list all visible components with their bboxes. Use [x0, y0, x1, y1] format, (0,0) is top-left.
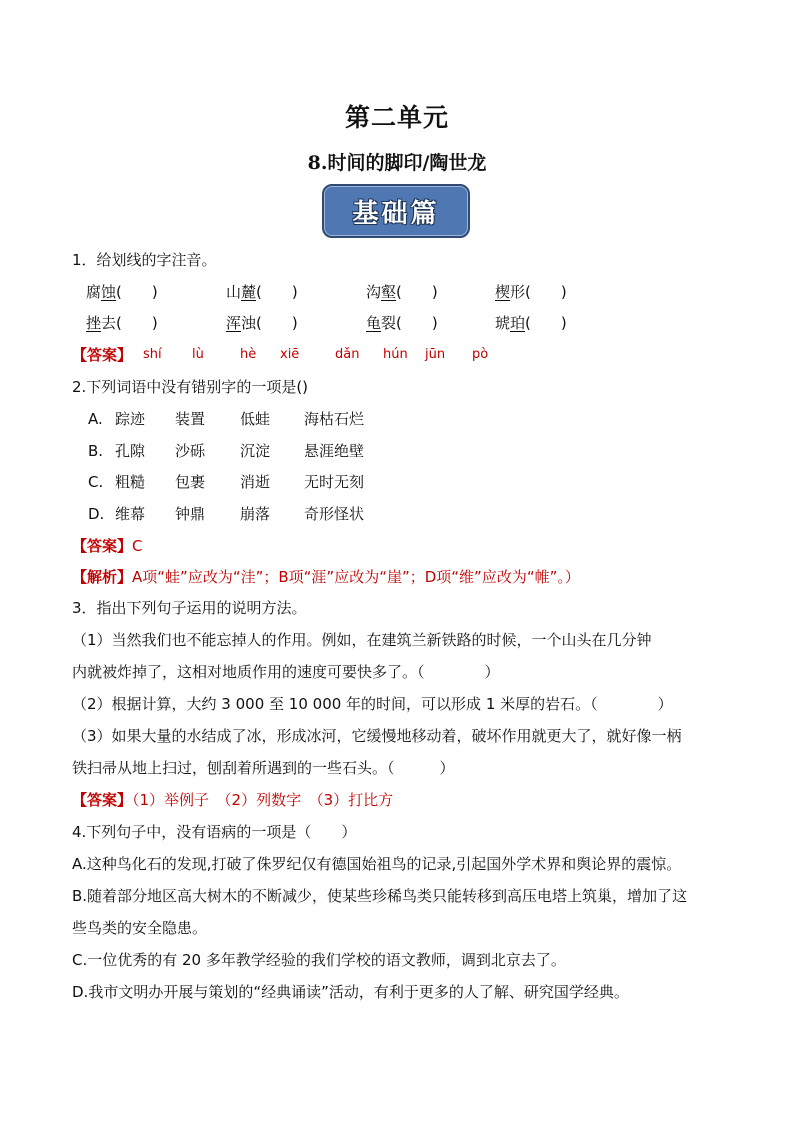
q1-word-char: 腐: [86, 283, 102, 301]
q2-option-word: 奇形怪状: [304, 505, 365, 523]
q3-prompt: 3．指出下列句子运用的说明方法。: [72, 599, 307, 617]
q1-word-char: 山: [226, 283, 242, 301]
q2-option-word: 崩落: [240, 505, 271, 523]
q1-prompt: 1．给划线的字注音。: [72, 251, 217, 269]
unit-title: 第二单元: [344, 103, 449, 132]
q1-word-item: [226, 313, 298, 333]
q1-word-char: 裂: [381, 314, 397, 332]
q3-sentence-2: （2）根据计算，大约 3 000 至 10 000 年的时间，可以形成 1 米厚的岩石。（ ）: [72, 695, 673, 713]
q3-sentence-1a: （1）当然我们也不能忘掉人的作用。例如，在建筑兰新铁路的时候，一个山头在几分钟: [72, 631, 652, 649]
q1-answer-tag: 【答案】: [72, 346, 133, 364]
q2-option-word: 沉淀: [240, 442, 271, 460]
q1-word-item: [86, 282, 158, 302]
q3-sentence-3b: 铁扫帚从地上扫过，刨刮着所遇到的一些石头。（ ）: [72, 759, 455, 777]
q1-underlined-char: 浑: [226, 314, 242, 332]
q1-word-item: [226, 282, 298, 302]
q1-answer-pinyin: shí: [143, 347, 162, 362]
q1-underlined-char: 龟: [366, 314, 382, 332]
q1-answer-blank: ( ): [525, 314, 567, 332]
q1-answer-pinyin: hún: [383, 347, 408, 362]
q3-sentence-1b: 内就被炸掉了，这相对地质作用的速度可要快多了。（ ）: [72, 663, 500, 681]
q2-option-word: 孔隙: [115, 442, 146, 460]
q2-option-word: 装置: [175, 410, 206, 428]
q1-word-item: [86, 313, 158, 333]
q1-underlined-char: 珀: [510, 314, 526, 332]
q2-analysis-line: [72, 567, 580, 587]
q2-option-label: B.: [88, 442, 104, 460]
q1-underlined-char: 楔: [495, 283, 511, 301]
q1-answer-pinyin: jūn: [425, 347, 446, 362]
q2-answer-tag: 【答案】: [72, 537, 133, 555]
q2-option-word: 低蛙: [240, 410, 271, 428]
q1-word-item: [366, 313, 438, 333]
q4-option-d: D.我市文明办开展与策划的“经典诵读”活动，有利于更多的人了解、研究国学经典。: [72, 983, 629, 1001]
q2-option-label: A.: [88, 410, 103, 428]
section-banner: [322, 184, 470, 238]
q3-answer-tag: 【答案】: [72, 791, 133, 809]
q1-answer-blank: ( ): [256, 314, 298, 332]
q1-answer-blank: ( ): [116, 283, 158, 301]
q2-option-label: C.: [88, 473, 104, 491]
q1-word-char: 琥: [495, 314, 511, 332]
section-banner-label: 基础篇: [352, 198, 440, 229]
q2-answer-line: [72, 536, 143, 556]
q1-underlined-char: 挫: [86, 314, 102, 332]
q1-answer-blank: ( ): [256, 283, 298, 301]
q2-option-label: D.: [88, 505, 105, 523]
q4-prompt: 4.下列句子中，没有语病的一项是（ ）: [72, 823, 357, 841]
q2-prompt: 2.下列词语中没有错别字的一项是(): [72, 378, 309, 396]
q2-analysis-text: A项“蛙”应改为“洼”；B项“涯”应改为“崖”；D项“维”应改为“帷”。）: [132, 568, 580, 586]
q1-answer-pinyin: hè: [240, 347, 257, 362]
q1-word-char: 去: [101, 314, 117, 332]
q2-analysis-tag: 【解析】: [72, 568, 133, 586]
q1-answer-blank: ( ): [116, 314, 158, 332]
q2-option-word: 粗糙: [115, 473, 146, 491]
q4-option-b-line1: B.随着部分地区高大树木的不断减少，使某些珍稀鸟类只能转移到高压电塔上筑巢，增加了这: [72, 887, 688, 905]
q3-sentence-3a: （3）如果大量的水结成了冰，形成冰河，它缓慢地移动着，破坏作用就更大了，就好像一柄: [72, 727, 682, 745]
q4-option-c: C.一位优秀的有 20 多年教学经验的我们学校的语文教师，调到北京去了。: [72, 951, 566, 969]
q2-option-word: 消逝: [240, 473, 271, 491]
q1-answer-blank: ( ): [396, 314, 438, 332]
q1-underlined-char: 壑: [381, 283, 397, 301]
q1-answer-blank: ( ): [525, 283, 567, 301]
q1-word-item: [495, 282, 567, 302]
q2-option-word: 包裹: [175, 473, 206, 491]
q2-option-word: 维幕: [115, 505, 146, 523]
q1-word-char: 浊: [241, 314, 257, 332]
q1-underlined-char: 蚀: [101, 283, 117, 301]
q2-answer-value: C: [132, 537, 143, 555]
q1-word-item: [366, 282, 438, 302]
lesson-title: 8.时间的脚印/陶世龙: [307, 152, 487, 174]
q2-option-word: 沙砾: [175, 442, 206, 460]
q2-option-word: 钟鼎: [175, 505, 206, 523]
q1-answer-pinyin: lù: [192, 347, 204, 362]
q3-answer-value: （1）举例子 （2）列数字 （3）打比方: [132, 791, 394, 809]
q1-answer-blank: ( ): [396, 283, 438, 301]
q4-option-b-line2: 些鸟类的安全隐患。: [72, 919, 208, 937]
q3-answer-line: [72, 790, 393, 810]
q1-word-char: 沟: [366, 283, 382, 301]
q1-answer-pinyin: xiē: [280, 347, 300, 362]
q4-option-a: A.这种鸟化石的发现,打破了侏罗纪仅有德国始祖鸟的记录,引起国外学术界和舆论界的震惊。: [72, 855, 682, 873]
q1-answer-pinyin: dǎn: [335, 347, 360, 362]
q2-option-word: 海枯石烂: [304, 410, 365, 428]
q1-word-char: 形: [510, 283, 526, 301]
q1-word-item: [495, 313, 567, 333]
q2-option-word: 无时无刻: [304, 473, 365, 491]
q1-answer-pinyin: pò: [472, 347, 489, 362]
q2-option-word: 踪迹: [115, 410, 146, 428]
q2-option-word: 悬涯绝壁: [304, 442, 365, 460]
q1-underlined-char: 麓: [241, 283, 257, 301]
